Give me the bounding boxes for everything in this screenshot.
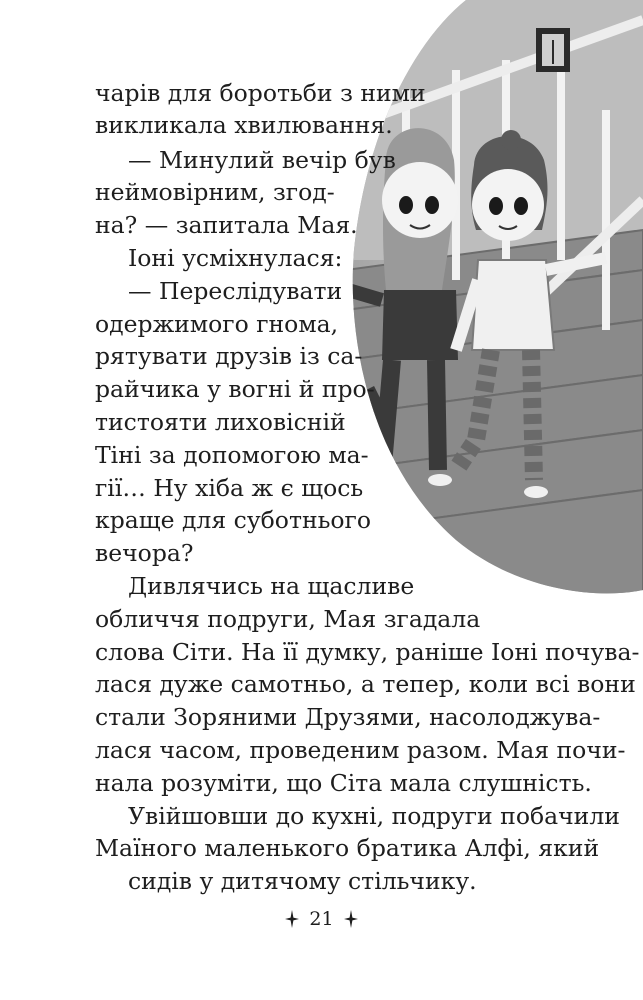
text-line: Маїного маленького братика Алфі, який <box>95 834 600 862</box>
text-line: Тіні за допомогою ма- <box>95 441 369 469</box>
star-ornament-icon <box>344 910 358 928</box>
text-line: краще для суботнього <box>95 506 372 534</box>
text-line: слова Сіти. На її думку, раніше Іоні почува- <box>95 638 640 666</box>
text-line: Іоні усміхнулася: <box>128 244 343 272</box>
text-line: тистояти лиховісній <box>95 408 346 436</box>
text-line: рятувати друзів із са- <box>95 342 363 370</box>
text-line: гії… Ну хіба ж є щось <box>95 474 364 502</box>
text-line: лася часом, проведеним разом. Мая почи- <box>95 736 626 764</box>
text-line: вечора? <box>95 539 194 567</box>
page-number-footer <box>0 908 643 930</box>
text-line: — Переслідувати <box>128 277 343 305</box>
text-line: на? — запитала Мая. <box>95 211 358 239</box>
text-line: Дивлячись на щасливе <box>128 572 415 600</box>
text-line: стали Зоряними Друзями, насолоджува- <box>95 703 601 731</box>
star-ornament-icon <box>285 910 299 928</box>
text-line: лася дуже самотньо, а тепер, коли всі вони <box>95 670 636 698</box>
text-line: обличчя подруги, Мая згадала <box>95 605 481 633</box>
text-line: викликала хвилювання. <box>95 111 393 139</box>
text-line: Увійшовши до кухні, подруги побачили <box>128 802 620 830</box>
text-line: неймовірним, згод- <box>95 178 335 206</box>
text-line: — Минулий вечір був <box>128 146 396 174</box>
page-number: 21 <box>309 908 334 930</box>
text-line: одержимого гнома, <box>95 310 339 338</box>
text-line: нала розуміти, що Сіта мала слушність. <box>95 769 592 797</box>
text-line: чарів для боротьби з ними <box>95 79 426 107</box>
text-line: сидів у дитячому стільчику. <box>128 867 477 895</box>
text-line: райчика у вогні й про- <box>95 375 375 403</box>
